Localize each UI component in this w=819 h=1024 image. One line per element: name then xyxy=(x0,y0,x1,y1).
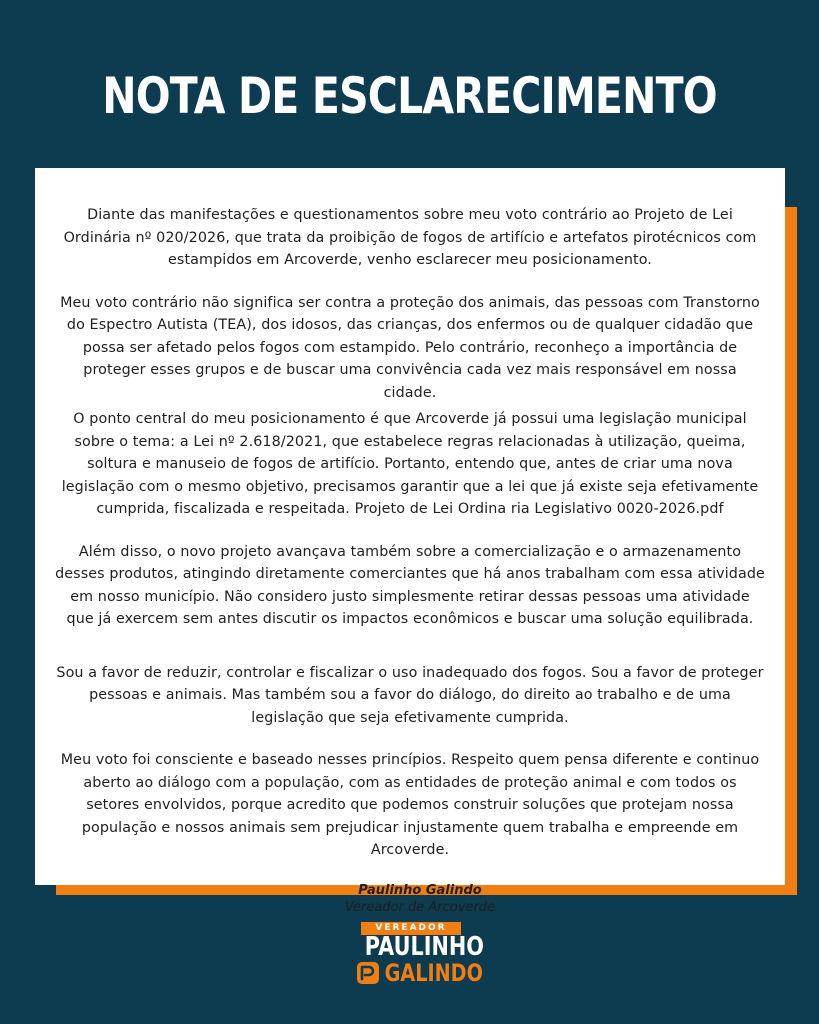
paragraph-position: Meu voto contrário não significa ser contra a proteção dos animais, das pessoas com Transtorno do Espectro Autista (TEA), dos idosos, das crianças, dos enfermos ou de qualquer cidadão que possa ser afetado pelos fogos com estampido. Pelo contrário, reconheço a importância de proteger esses grupos e de buscar uma convivência cada vez mais responsável em nossa cidade. xyxy=(60,294,760,401)
signature-role: Vereador de Arcoverde xyxy=(344,899,496,915)
paragraph-intro: Diante das manifestações e questionamentos sobre meu voto contrário ao Projeto de Lei Ordinária nº 020/2026, que trata da proibição de fogos de artifício e artefatos pirotécnicos com estampidos em Arcoverde, venho esclarecer meu posicionamento. xyxy=(63,207,757,268)
signature xyxy=(75,882,765,916)
logo-tag: VEREADOR xyxy=(361,922,461,935)
paragraph-conclusion: Meu voto foi consciente e baseado nesses princípios. Respeito quem pensa diferente e continuo aberto ao diálogo com a população, com as entidades de proteção animal e com todos os setores envolvidos, porque acredito que podemos construir soluções que protejam nossa população e nossos animais sem prejudicar injustamente quem trabalha e empreende em Arcoverde. xyxy=(60,752,760,858)
signature-name: Paulinho Galindo xyxy=(358,882,482,898)
logo-last-name: GALINDO xyxy=(384,959,483,987)
paragraph-commerce: Além disso, o novo projeto avançava também sobre a comercialização e o armazenamento desses produtos, atingindo diretamente comerciantes que há anos trabalham com essa atividade em nosso município. Não considero justo simplesmente retirar dessas pessoas uma atividade que já exercem sem antes discutir os impactos econômicos e buscar uma solução equilibrada. xyxy=(55,543,765,627)
brand-logo xyxy=(353,922,484,988)
pg-monogram-icon xyxy=(357,962,379,984)
paragraph-legislation: O ponto central do meu posicionamento é que Arcoverde já possui uma legislação municipal sobre o tema: a Lei nº 2.618/2021, que estabelece regras relacionadas à utilização, queima, soltura e manuseio de fogos de artifício. Portanto, entendo que, antes de criar uma nova legislação com o mesmo objetivo, precisamos garantir que a lei que já existe seja efetivamente cumprida, fiscalizada e respeitada. Projeto de Lei Ordina ria Legislativo 0020-2026.pdf xyxy=(61,411,759,517)
logo-first-name: PAULINHO xyxy=(364,932,484,962)
page-title: NOTA DE ESCLARECIMENTO xyxy=(102,67,717,125)
paragraph-stance: Sou a favor de reduzir, controlar e fiscalizar o uso inadequado dos fogos. Sou a favor de proteger pessoas e animais. Mas também sou a favor do diálogo, do direito ao trabalho e de uma legislação que seja efetivamente cumprida. xyxy=(56,664,764,726)
note-card xyxy=(35,168,785,915)
